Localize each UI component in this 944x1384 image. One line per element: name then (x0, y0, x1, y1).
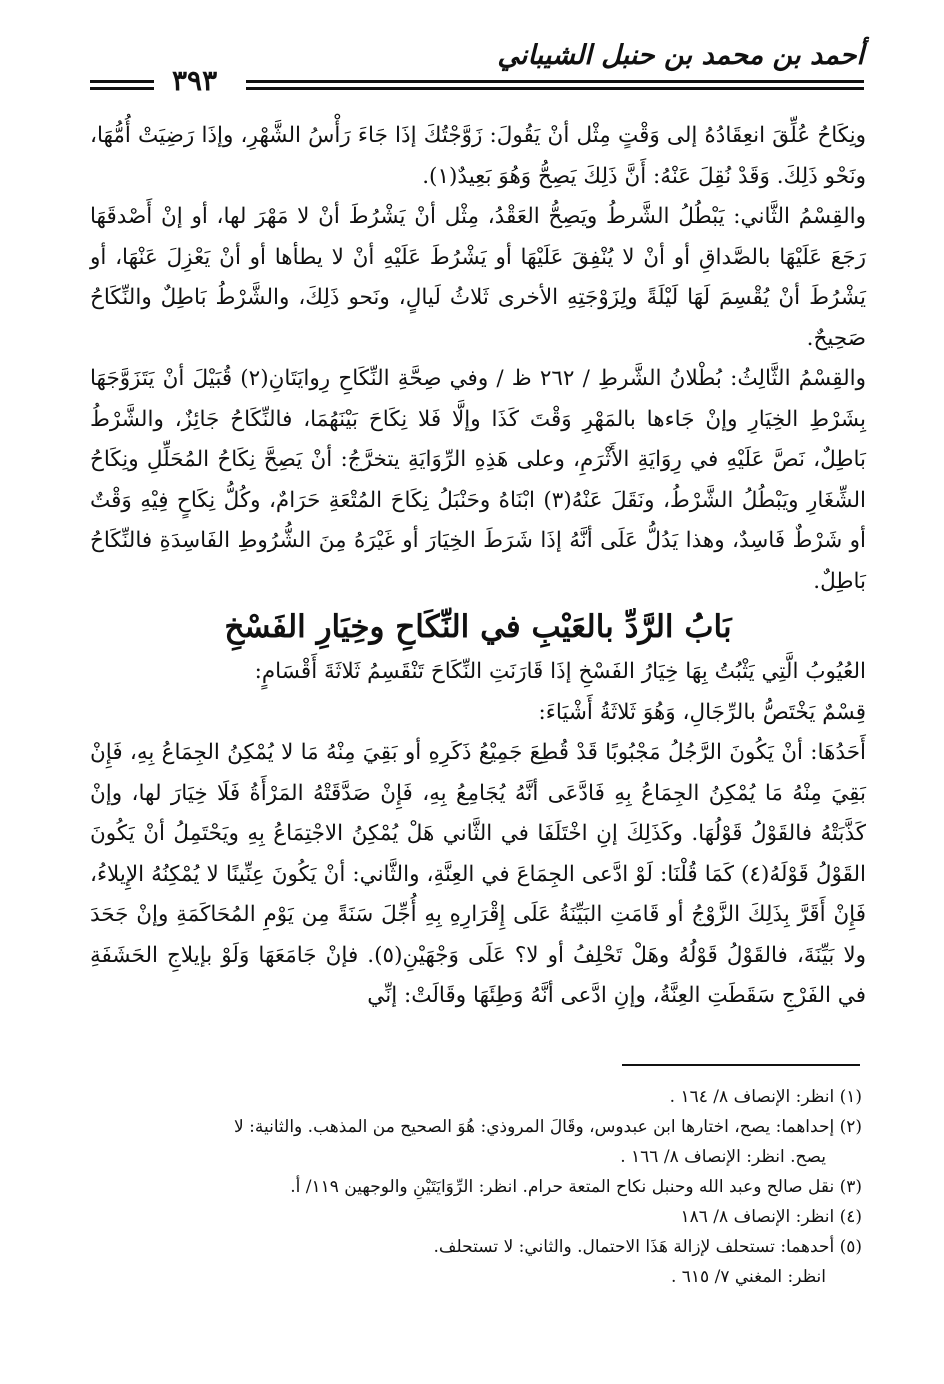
paragraph: ونِكَاحُ عُلِّقَ انعِقَادُهُ إلى وَقْتٍ مِثْل أنْ يَقُولَ: زَوَّجْتُكَ إذَا جَاءَ رَأْسُ الشَّهْرِ، وإذَا رَضِيَتْ أُمُّهَا، ونَحْو ذَلِكَ. وَقَدْ نُقِلَ عَنْهُ: أَنَّ ذَلِكَ يَصِحُّ وَهُوَ بَعِيدٌ(١). (90, 123, 866, 189)
header-rule-left (90, 80, 154, 90)
footnote: (٤) انظر: الإنصاف ٨/ ١٨٦ (680, 1207, 862, 1227)
footnote: (٣) نقل صالح وعبد الله وحنبل نكاح المتعة حرام. انظر: الرِّوَايَتَيْنِ والوجهين ١١٩/ أ. (290, 1177, 862, 1197)
footnote-continuation: يصح. انظر: الإنصاف ٨/ ١٦٦ . (620, 1147, 826, 1167)
footnote: (٢) إحداهما: يصح، اختارها ابن عبدوس، وقَالَ المروذي: هُوَ الصحيح من المذهب. والثانية: لا (234, 1117, 862, 1137)
page-header (84, 40, 864, 110)
section-heading: بَابُ الرَّدِّ بالعَيْبِ في النِّكَاحِ وخِيَارِ الفَسْخِ (224, 609, 732, 645)
header-rule-right (246, 80, 864, 90)
running-title: أحمد بن محمد بن حنبل الشيباني (497, 40, 864, 71)
paragraph: والقِسْمُ الثَّالِثُ: بُطْلانُ الشَّرطِ / ٢٦٢ ظ / وفي صِحَّةِ النِّكَاحِ رِوايَتَانِ(٢) قُبَيْلَ أنْ يَتَزَوَّجَهَا بِشَرْطِ الخِيَارِ وإنْ جَاءها بالمَهْرِ وَقْتَ كَذَا وإلَّا فَلا نِكَاحَ بَيْنَهُمَا، فالنِّكَاحُ جَائِزٌ، والشَّرْطُ بَاطِلٌ، نَصَّ عَلَيْهِ في رِوَايَةِ الأَثْرَمِ، وعلى هَذِهِ الرِّوَايَةِ يتخرَّجُ: أنْ يَصِحَّ نِكَاحُ المُحَلِّلِ ونِكَاحُ الشِّغَارِ ويَبْطُلُ الشَّرْطُ، ونَقَلَ عَنْهُ(٣) ابْنَاهُ وحَنْبَلُ نِكَاحَ المُتْعَةِ حَرَامٌ، وكُلُّ نِكَاحٍ فِيْهِ وَقْتٌ أو شَرْطٌ فَاسِدٌ، وهذا يَدُلُّ عَلَى أنَّهُ إذَا شَرَطَ الخِيَارَ أو غَيْرَهُ مِنَ الشُّرُوطِ الفَاسِدَةِ فالنِّكَاحُ بَاطِلٌ. (90, 366, 867, 594)
footnote: (٥) أحدهما: تستحلف لإزالة هَذَا الاحتمال. والثاني: لا تستحلف. (433, 1237, 862, 1257)
paragraph: والقِسْمُ الثَّاني: يَبْطُلُ الشَّرطُ ويَصِحُّ العَقْدُ، مِثْل أنْ يَشْرُطَ أنْ لا مَهْرَ لها، أو إنْ أَصْدقَهَا رَجَعَ عَلَيْهَا بالصَّداقِ أو أنْ لا يُنْفِقَ عَلَيْهَا أو يَشْرُطَ عَلَيْهِ أنْ لا يطأها أو أنْ يَعْزِلَ عَنْهَا، أو يَشْرُطَ أنْ يُقْسِمَ لَهَا لَيْلَةً ولِزَوْجَتِهِ الأخرى ثَلاثُ لَيالٍ، ونَحو ذَلِكَ، والشَّرْطُ بَاطِلٌ والنِّكَاحُ صَحِيحٌ. (90, 204, 866, 351)
paragraph: قِسْمٌ يَخْتَصُّ بالرِّجَالِ، وَهُوَ ثَلاثَةُ أَشْيَاءَ: (538, 699, 866, 725)
footnote-continuation: انظر: المغني ٧/ ٦١٥ . (670, 1267, 826, 1287)
paragraph: أَحَدُهَا: أنْ يَكُونَ الرَّجُلُ مَجْبُوبًا قَدْ قُطِعَ جَمِيْعُ ذَكَرِهِ أو بَقِيَ مِنْهُ مَا لا يُمْكِنُ الجِمَاعُ بِهِ، فَإِنْ بَقِيَ مِنْهُ مَا يُمْكِنُ الجِمَاعُ بِهِ فَادَّعَى أنَّهُ يُجَامِعُ بِهِ، فَإِنْ صَدَّقَتْهُ المَرْأَةُ فَلَا خِيَارَ لها، وإنْ كَذَّبَتْهُ فالقَوْلُ قَوْلُهَا. وكَذَلِكَ إنِ اخْتَلَفَا في الثَّاني هَلْ يُمْكِنُ الاجْتِمَاعُ بِهِ ويَحْتَمِلُ أنْ يَكُونَ القَوْلُ قَوْلَهُ(٤) كَمَا قُلْنَا: لَوْ ادَّعى الجِمَاعَ في العِنَّةِ، والثَّاني: أنْ يَكُونَ عِنِّينًا لا يُمْكِنُهُ الإِيلاءُ، فَإِنْ أَقَرَّ بِذَلِكَ الزَّوْجُ أو قَامَتِ البَيِّنَةُ عَلَى إِقْرَارِهِ بِهِ أُجِّلَ سَنَةً مِن يَوْمِ المُحَاكَمَةِ وإنْ جَحَدَ ولا بَيِّنَةَ، فالقَوْلُ قَوْلُهُ وهَلْ تَحْلِفُ أو لا؟ عَلَى وَجْهَيْنِ(٥). فإنْ جَامَعَهَا وَلَوْ بإيلاجِ الحَشَفَةِ في الفَرْجِ سَقَطَتِ العِنَّةُ، وإنِ ادَّعى أنَّهُ وَطِئَهَا وقَالَتْ: إنِّي (90, 740, 867, 1008)
footnotes (88, 1082, 862, 1292)
main-text (90, 116, 866, 1017)
page-number: ٣٩٣ (172, 64, 218, 97)
footnote: (١) انظر: الإنصاف ٨/ ١٦٤ . (669, 1087, 862, 1107)
footnote-separator (622, 1064, 860, 1066)
paragraph: العُيُوبُ الَّتِي يَثْبُتُ بِهَا خِيَارُ الفَسْخِ إذَا قَارَنَتِ النِّكَاحَ تَنْقَسِمُ ثَلاثَةَ أَقْسَامٍ: (254, 659, 866, 684)
